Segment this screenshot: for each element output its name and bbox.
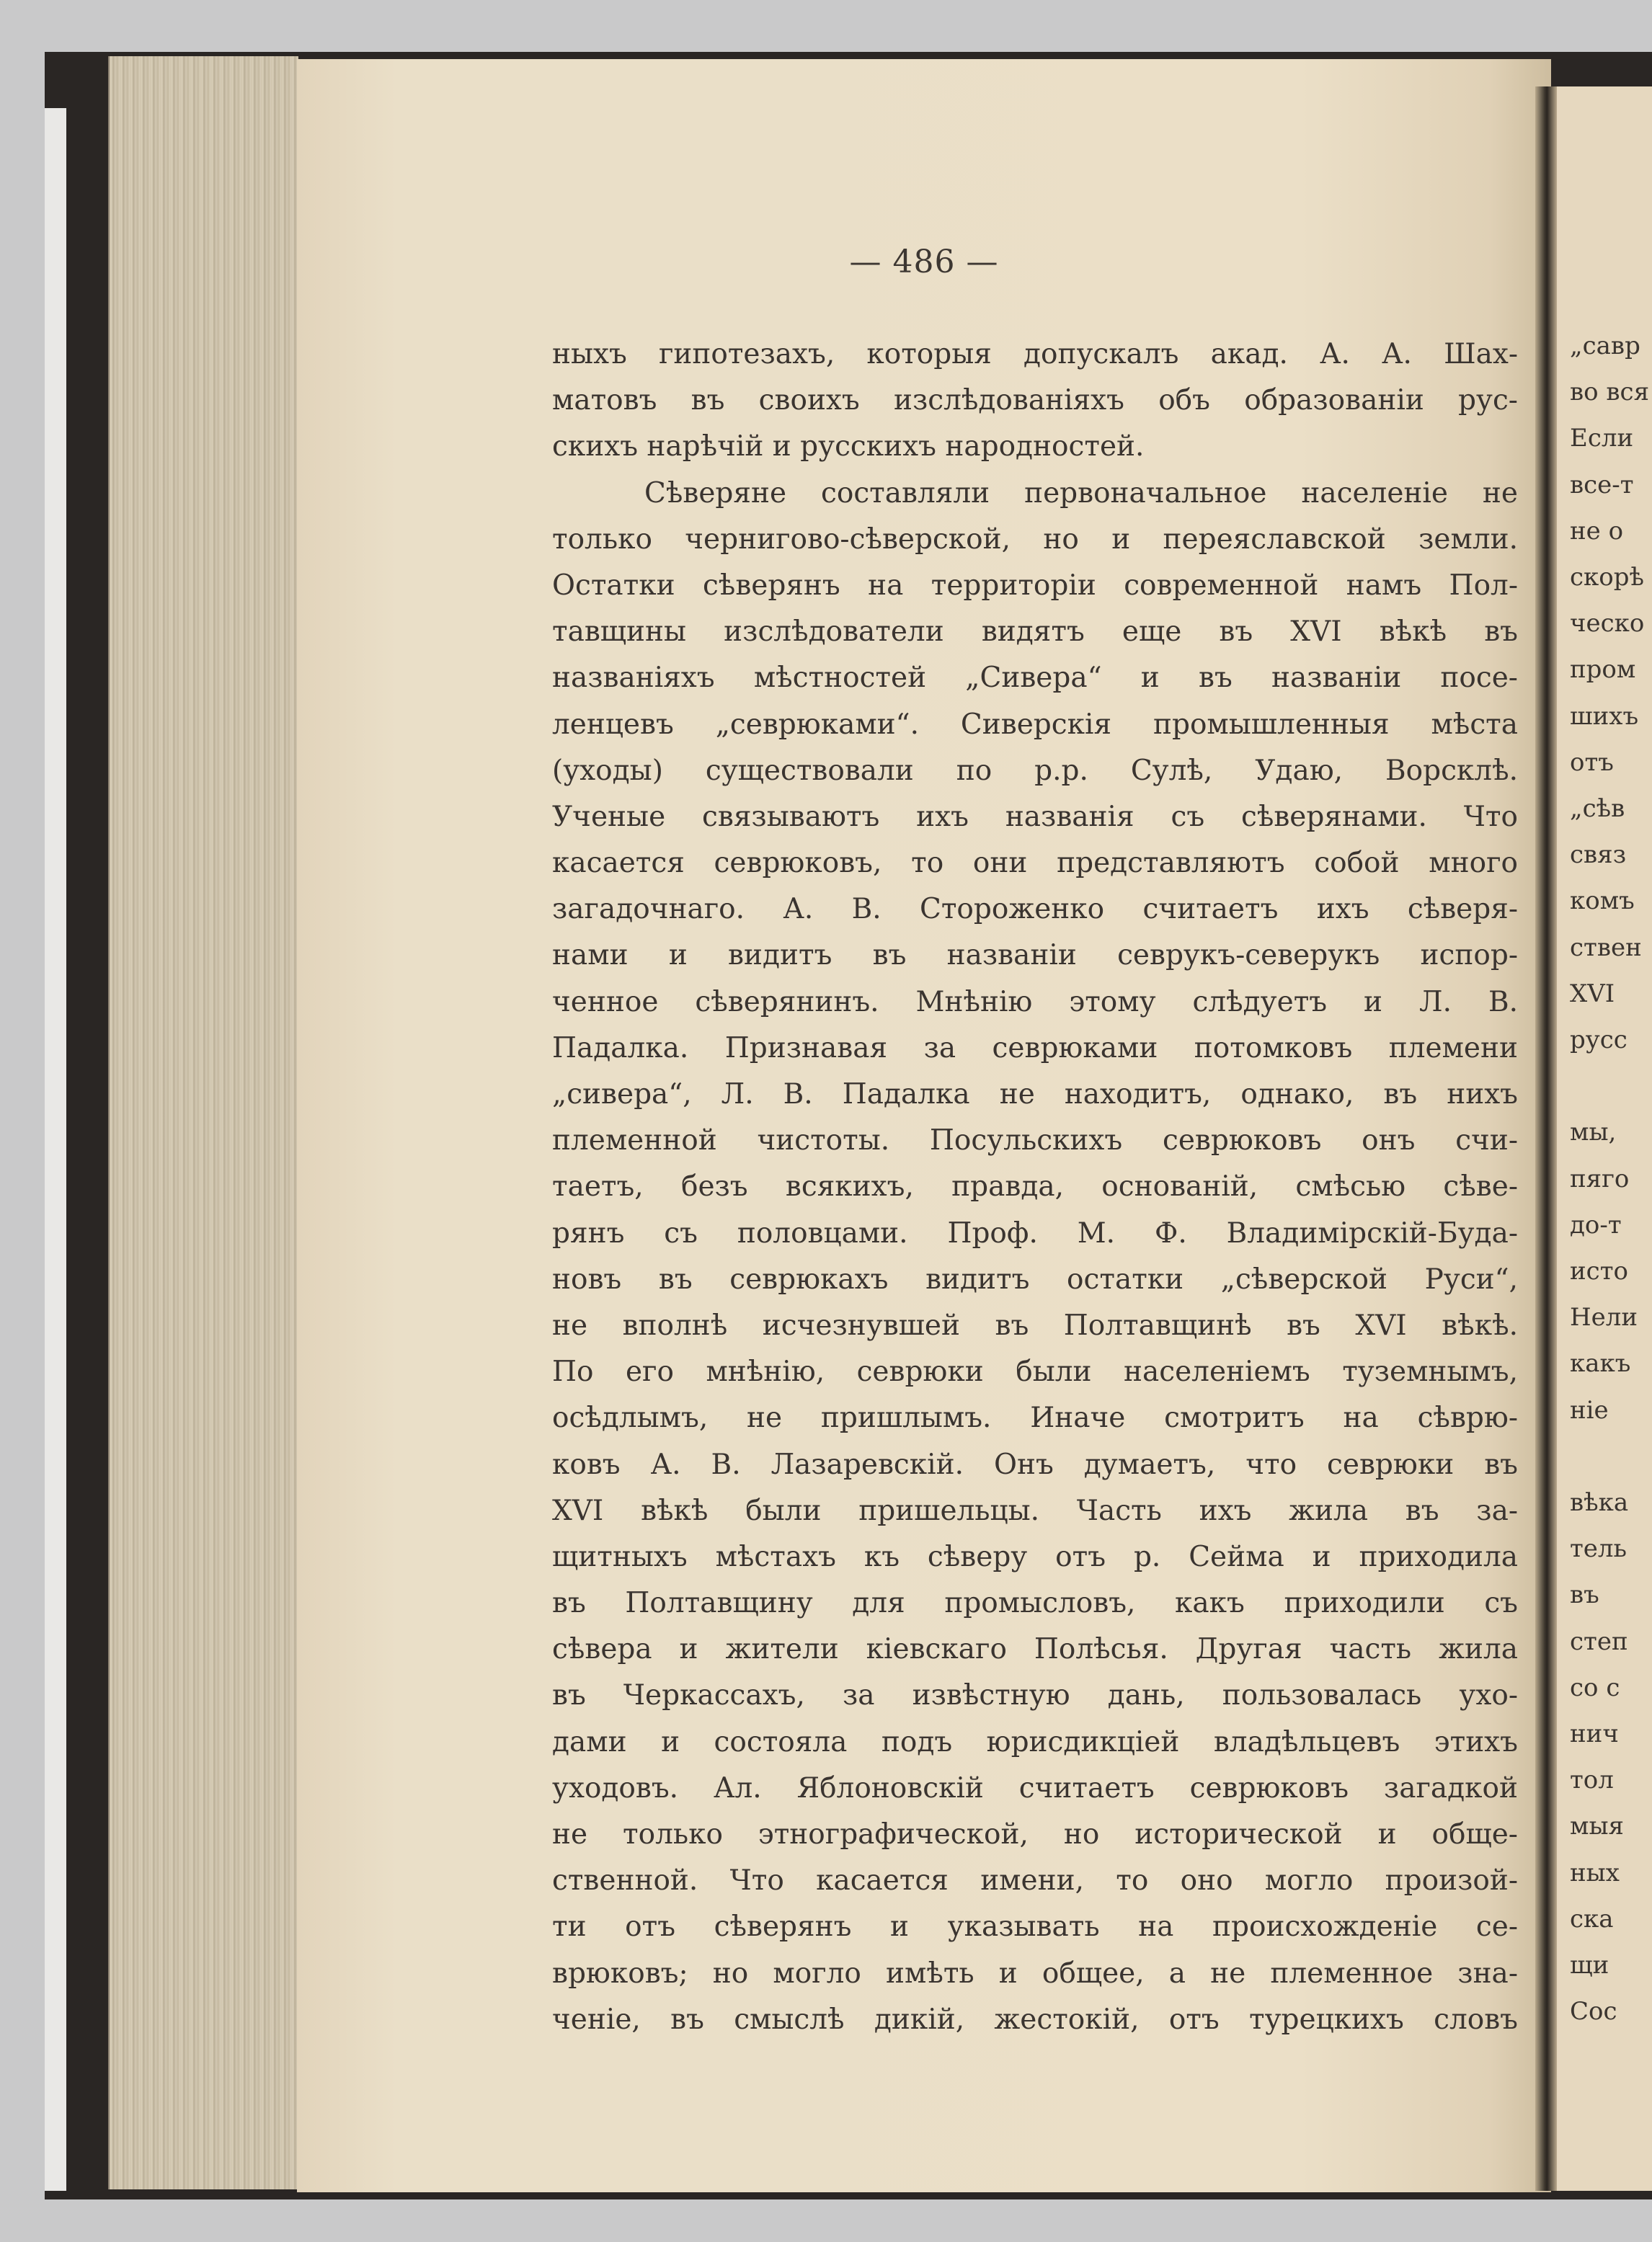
next-page-line: вѣка bbox=[1570, 1488, 1629, 1517]
text-line: дами и состояла подъ юрисдикціей владѣльцевъ этихъ bbox=[552, 1725, 1518, 1758]
next-page-line: до-т bbox=[1570, 1210, 1622, 1240]
text-line: не только этнографической, но исторической и обще- bbox=[552, 1818, 1518, 1851]
next-page-line: какъ bbox=[1570, 1349, 1631, 1379]
next-page-line: пром bbox=[1570, 655, 1636, 685]
next-page-line: мыя bbox=[1570, 1812, 1624, 1841]
text-line: не вполнѣ исчезнувшей въ Полтавщинѣ въ XVI вѣкѣ. bbox=[552, 1309, 1518, 1342]
text-line: ственной. Что касается имени, то оно могло произой- bbox=[552, 1864, 1518, 1898]
next-page-line: XVI bbox=[1570, 979, 1615, 1008]
page-number: — 486 — bbox=[849, 244, 999, 280]
next-page-line: нич bbox=[1570, 1720, 1619, 1748]
next-page-line: ных bbox=[1570, 1858, 1620, 1887]
next-page-line: „сѣв bbox=[1570, 794, 1625, 823]
next-page-line: шихъ bbox=[1570, 701, 1639, 731]
next-page-line: исто bbox=[1570, 1257, 1628, 1286]
text-line: загадочнаго. А. В. Стороженко считаетъ ихъ сѣверя- bbox=[552, 893, 1518, 926]
text-line: уходовъ. Ал. Яблоновскій считаетъ севрюковъ загадкой bbox=[552, 1771, 1518, 1805]
next-page-line: не о bbox=[1570, 516, 1624, 546]
text-line: XVI вѣкѣ были пришельцы. Часть ихъ жила въ за- bbox=[552, 1494, 1518, 1527]
text-line: врюковъ; но могло имѣть и общее, а не племенное зна- bbox=[552, 1957, 1518, 1990]
text-line: ти отъ сѣверянъ и указывать на происхожденіе се- bbox=[552, 1910, 1518, 1944]
text-line: осѣдлымъ, не пришлымъ. Иначе смотритъ на сѣврю- bbox=[552, 1402, 1518, 1435]
text-line: По его мнѣнію, севрюки были населеніемъ туземнымъ, bbox=[552, 1356, 1518, 1389]
next-page-line: ствен bbox=[1570, 933, 1642, 962]
text-line: сѣвера и жители кіевскаго Полѣсья. Другая часть жила bbox=[552, 1633, 1518, 1666]
text-line: таетъ, безъ всякихъ, правда, основаній, смѣсью сѣве- bbox=[552, 1170, 1518, 1204]
next-page-line: щи bbox=[1570, 1951, 1609, 1980]
text-line: ленцевъ „севрюками“. Сиверскія промышленныя мѣста bbox=[552, 708, 1518, 741]
next-page-line: все-т bbox=[1570, 470, 1634, 499]
text-line: ченное сѣверянинъ. Мнѣнію этому слѣдуетъ и Л. В. bbox=[552, 985, 1518, 1018]
next-page-line: отъ bbox=[1570, 747, 1614, 777]
next-page-line: степ bbox=[1570, 1627, 1628, 1656]
next-page-line: въ bbox=[1570, 1580, 1599, 1610]
text-line: названіяхъ мѣстностей „Сивера“ и въ названіи посе- bbox=[552, 662, 1518, 695]
text-line: племенной чистоты. Посульскихъ севрюковъ онъ счи- bbox=[552, 1124, 1518, 1157]
text-line: матовъ въ своихъ изслѣдованіяхъ объ образованіи рус- bbox=[552, 384, 1518, 417]
body-text bbox=[552, 332, 1518, 2043]
text-line: только черниговo-сѣверской, но и переяславской земли. bbox=[552, 522, 1518, 556]
next-page-line: Если bbox=[1570, 424, 1634, 453]
next-page-line: „савр bbox=[1570, 332, 1640, 360]
text-line: ковъ А. В. Лазаревскій. Онъ думаетъ, что севрюки въ bbox=[552, 1448, 1518, 1481]
page-edges bbox=[108, 56, 298, 2189]
next-page-line: русс bbox=[1570, 1026, 1627, 1054]
text-line: нами и видитъ въ названіи севрукъ-северукъ испор- bbox=[552, 939, 1518, 972]
next-page-line: тол bbox=[1570, 1766, 1614, 1795]
next-page-line: со с bbox=[1570, 1673, 1620, 1702]
text-line: ныхъ гипотезахъ, которыя допускалъ акад. А. А. Шах- bbox=[552, 338, 1518, 370]
next-page-line: пяго bbox=[1570, 1164, 1630, 1193]
next-page-line: ческо bbox=[1570, 609, 1645, 639]
next-page-line: ніе bbox=[1570, 1395, 1609, 1425]
next-page-line: связ bbox=[1570, 840, 1627, 870]
text-line: Остатки сѣверянъ на территоріи современной намъ Пол- bbox=[552, 569, 1518, 602]
text-line: „сивера“, Л. В. Падалка не находитъ, однако, въ нихъ bbox=[552, 1078, 1518, 1111]
next-page-line: мы, bbox=[1570, 1118, 1617, 1147]
left-margin-strip bbox=[45, 108, 66, 2191]
text-line: (уходы) существовали по р.р. Сулѣ, Удаю, Ворсклѣ. bbox=[552, 754, 1518, 787]
text-line: Сѣверяне составляли первоначальное населеніе не bbox=[644, 476, 1518, 510]
next-page-line: во вся bbox=[1570, 378, 1650, 407]
text-line: щитныхъ мѣстахъ къ сѣверу отъ р. Сейма и приходила bbox=[552, 1540, 1518, 1573]
text-line: въ Полтавщину для промысловъ, какъ приходили съ bbox=[552, 1587, 1518, 1620]
book-gutter bbox=[1535, 86, 1557, 2191]
text-line: рянъ съ половцами. Проф. М. Ф. Владимірскій-Буда- bbox=[552, 1216, 1518, 1250]
text-line: Падалка. Признавая за севрюками потомковъ племени bbox=[552, 1031, 1518, 1064]
next-page-line: Нели bbox=[1570, 1303, 1638, 1333]
right-page-fragment bbox=[1557, 86, 1652, 2191]
next-page-line: ска bbox=[1570, 1904, 1614, 1934]
text-line: скихъ нарѣчій и русскихъ народностей. bbox=[552, 430, 1145, 463]
next-page-line: комъ bbox=[1570, 886, 1635, 916]
text-line: ченіе, въ смыслѣ дикій, жестокій, отъ турецкихъ словъ bbox=[552, 2003, 1518, 2036]
text-line: касается севрюковъ, то они представляютъ собой много bbox=[552, 847, 1518, 880]
next-page-line: скорѣ bbox=[1570, 563, 1645, 592]
next-page-line: Сос bbox=[1570, 1997, 1617, 2027]
text-line: тавщины изслѣдователи видятъ еще въ XVI вѣкѣ въ bbox=[552, 615, 1518, 649]
next-page-line: тель bbox=[1570, 1534, 1627, 1564]
text-line: Ученые связываютъ ихъ названія съ сѣверянами. Что bbox=[552, 800, 1518, 833]
text-line: въ Черкассахъ, за извѣстную дань, пользовалась ухо- bbox=[552, 1679, 1518, 1712]
text-line: новъ въ севрюкахъ видитъ остатки „сѣверской Руси“, bbox=[552, 1263, 1518, 1296]
